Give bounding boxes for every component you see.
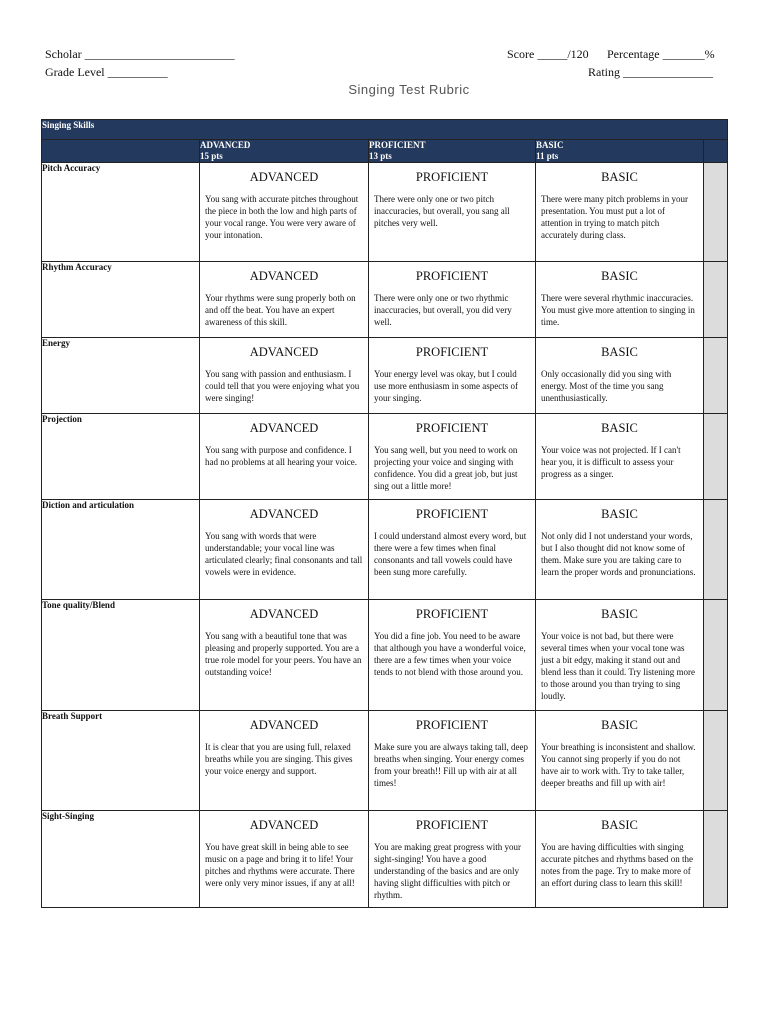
score-gutter-cell: [704, 500, 728, 600]
level-description: You sang with accurate pitches throughout the piece in both the low and high parts of your vocal range. You were very aware of your intonation.: [205, 194, 359, 240]
rubric-cell: [369, 811, 536, 908]
rubric-cell: [369, 414, 536, 500]
rubric-cell: [536, 711, 704, 811]
level-label: BASIC: [601, 170, 638, 184]
level-label: PROFICIENT: [415, 421, 489, 435]
rubric-cell: [369, 262, 536, 338]
score-gutter-cell: [704, 163, 728, 262]
level-description: You did a fine job. You need to be aware that although you have a wonderful voice, there are a few times when your voice tends to not blend with those around you.: [374, 631, 526, 677]
table-row: [42, 338, 728, 414]
level-description: You are having difficulties with singing accurate pitches and rhythms based on the notes from the page. Try to make more of an effort during class to learn this skill!: [541, 842, 693, 888]
rubric-cell: [536, 262, 704, 338]
level-description: You sang with passion and enthusiasm. I could tell that you were enjoying what you were singing!: [205, 369, 360, 403]
column-points: 15 pts: [200, 151, 223, 161]
level-label: BASIC: [601, 421, 638, 435]
level-label: BASIC: [601, 507, 638, 521]
column-name: BASIC: [536, 140, 564, 150]
level-label: PROFICIENT: [415, 607, 489, 621]
level-label: ADVANCED: [249, 345, 319, 359]
rubric-cell: [200, 811, 369, 908]
column-header-gutter: [704, 140, 728, 163]
skill-name: Projection: [42, 414, 200, 500]
skill-name: Energy: [42, 338, 200, 414]
level-label: ADVANCED: [249, 818, 319, 832]
column-name: PROFICIENT: [369, 140, 426, 150]
level-label: PROFICIENT: [415, 269, 489, 283]
level-description: You have great skill in being able to see music on a page and bring it to life! Your pitches and rhythms were accurate. There were only very minor issues, if any at all!: [205, 842, 355, 888]
rubric-cell: [536, 163, 704, 262]
table-row: [42, 262, 728, 338]
table-row: [42, 163, 728, 262]
column-header-advanced: [200, 140, 369, 163]
level-label: BASIC: [601, 818, 638, 832]
level-description: You sang with words that were understandable; your vocal line was articulated clearly; final consonants and tall vowels were in evidence.: [205, 531, 363, 577]
level-description: Not only did I not understand your words, but I also thought did not know some of them. Make sure you are taking care to learn the proper words and pronunciations.: [541, 531, 696, 577]
skill-name: Rhythm Accuracy: [42, 262, 200, 338]
level-label: ADVANCED: [249, 607, 319, 621]
rubric-cell: [536, 811, 704, 908]
rubric-cell: [200, 500, 369, 600]
rubric-cell: [369, 711, 536, 811]
singing-skills-label: Singing Skills: [42, 120, 728, 140]
skill-name: Diction and articulation: [42, 500, 200, 600]
level-label: ADVANCED: [249, 421, 319, 435]
rubric-cell: [369, 500, 536, 600]
score-gutter-cell: [704, 811, 728, 908]
rubric-cell: [536, 338, 704, 414]
level-label: PROFICIENT: [415, 507, 489, 521]
grade-level-field[interactable]: Grade Level __________: [45, 65, 168, 79]
level-description: Your breathing is inconsistent and shallow. You cannot sing properly if you do not have air to work with. Try to take taller, deeper breaths and fill up with air!: [541, 742, 696, 788]
column-header-skill: [42, 140, 200, 163]
score-gutter-cell: [704, 414, 728, 500]
table-row: [42, 414, 728, 500]
level-label: ADVANCED: [249, 269, 319, 283]
level-description: You sang with purpose and confidence. I had no problems at all hearing your voice.: [205, 445, 357, 467]
level-description: Your voice was not projected. If I can't hear you, it is difficult to assess your progress as a singer.: [541, 445, 681, 479]
level-description: Your energy level was okay, but I could use more enthusiasm in some aspects of your singing.: [374, 369, 518, 403]
table-row: [42, 811, 728, 908]
rubric-cell: [200, 414, 369, 500]
level-label: BASIC: [601, 718, 638, 732]
column-name: ADVANCED: [200, 140, 251, 150]
rubric-cell: [369, 600, 536, 711]
rubric-cell: [369, 163, 536, 262]
rubric-cell: [200, 600, 369, 711]
level-label: PROFICIENT: [415, 718, 489, 732]
level-label: BASIC: [601, 607, 638, 621]
page-title: Singing Test Rubric: [348, 82, 470, 97]
level-description: There were several rhythmic inaccuracies. You must give more attention to singing in time.: [541, 293, 695, 327]
level-label: PROFICIENT: [415, 818, 489, 832]
level-label: ADVANCED: [249, 718, 319, 732]
level-description: It is clear that you are using full, relaxed breaths while you are singing. This gives your voice energy and support.: [205, 742, 353, 776]
skill-name: Tone quality/Blend: [42, 600, 200, 711]
rubric-cell: [369, 338, 536, 414]
rubric-cell: [200, 163, 369, 262]
rubric-cell: [536, 600, 704, 711]
level-description: Make sure you are always taking tall, deep breaths when singing. Your energy comes from your breath!! Fill up with air at all times!: [374, 742, 528, 788]
table-row: [42, 500, 728, 600]
table-row: [42, 600, 728, 711]
rubric-cell: [200, 711, 369, 811]
table-row: [42, 711, 728, 811]
rating-field[interactable]: Rating _______________: [588, 65, 713, 79]
column-points: 11 pts: [536, 151, 559, 161]
column-header-row: [42, 140, 728, 163]
skill-name: Breath Support: [42, 711, 200, 811]
rubric-cell: [536, 500, 704, 600]
rubric-table: [41, 119, 728, 908]
score-gutter-cell: [704, 711, 728, 811]
level-description: You sang well, but you need to work on projecting your voice and singing with confidence. You did a great job, but just sing out a little more!: [374, 445, 518, 491]
rubric-cell: [200, 262, 369, 338]
table-band-row: [42, 120, 728, 140]
level-label: BASIC: [601, 345, 638, 359]
column-header-basic: [536, 140, 704, 163]
level-description: There were many pitch problems in your presentation. You must put a lot of attention in trying to match pitch accurately during class.: [541, 194, 688, 240]
level-description: I could understand almost every word, but there were a few times when final consonants and tall vowels could have been sung more carefully.: [374, 531, 527, 577]
level-label: ADVANCED: [249, 507, 319, 521]
scholar-field[interactable]: Scholar _________________________: [45, 47, 235, 61]
level-description: You sang with a beautiful tone that was pleasing and properly supported. You are a true role model for your peers. You have an outstanding voice!: [205, 631, 362, 677]
level-description: There were only one or two rhythmic inaccuracies, but overall, you did very well.: [374, 293, 512, 327]
level-description: You are making great progress with your sight-singing! You have a good understanding of the basics and are only having slight difficulties with pitch or rhythm.: [374, 842, 522, 900]
level-description: There were only one or two pitch inaccuracies, but overall, you sang all pitches very well.: [374, 194, 510, 228]
level-description: Your voice is not bad, but there were several times when your vocal tone was just a bit edgy, making it stand out and blend less than it could. Try listening more to those around you than trying to sing loudly.: [541, 631, 695, 701]
score-field[interactable]: Score _____/120: [507, 47, 589, 61]
level-description: Only occasionally did you sing with energy. Most of the time you sang unenthusiastically.: [541, 369, 672, 403]
level-label: PROFICIENT: [415, 345, 489, 359]
score-gutter-cell: [704, 600, 728, 711]
column-points: 13 pts: [369, 151, 392, 161]
level-label: BASIC: [601, 269, 638, 283]
score-gutter-cell: [704, 262, 728, 338]
skill-name: Sight-Singing: [42, 811, 200, 908]
rubric-cell: [200, 338, 369, 414]
rubric-cell: [536, 414, 704, 500]
column-header-proficient: [369, 140, 536, 163]
level-description: Your rhythms were sung properly both on and off the beat. You have an expert awareness of this skill.: [205, 293, 356, 327]
level-label: ADVANCED: [249, 170, 319, 184]
score-gutter-cell: [704, 338, 728, 414]
skill-name: Pitch Accuracy: [42, 163, 200, 262]
level-label: PROFICIENT: [415, 170, 489, 184]
percentage-field[interactable]: Percentage _______%: [607, 47, 715, 61]
